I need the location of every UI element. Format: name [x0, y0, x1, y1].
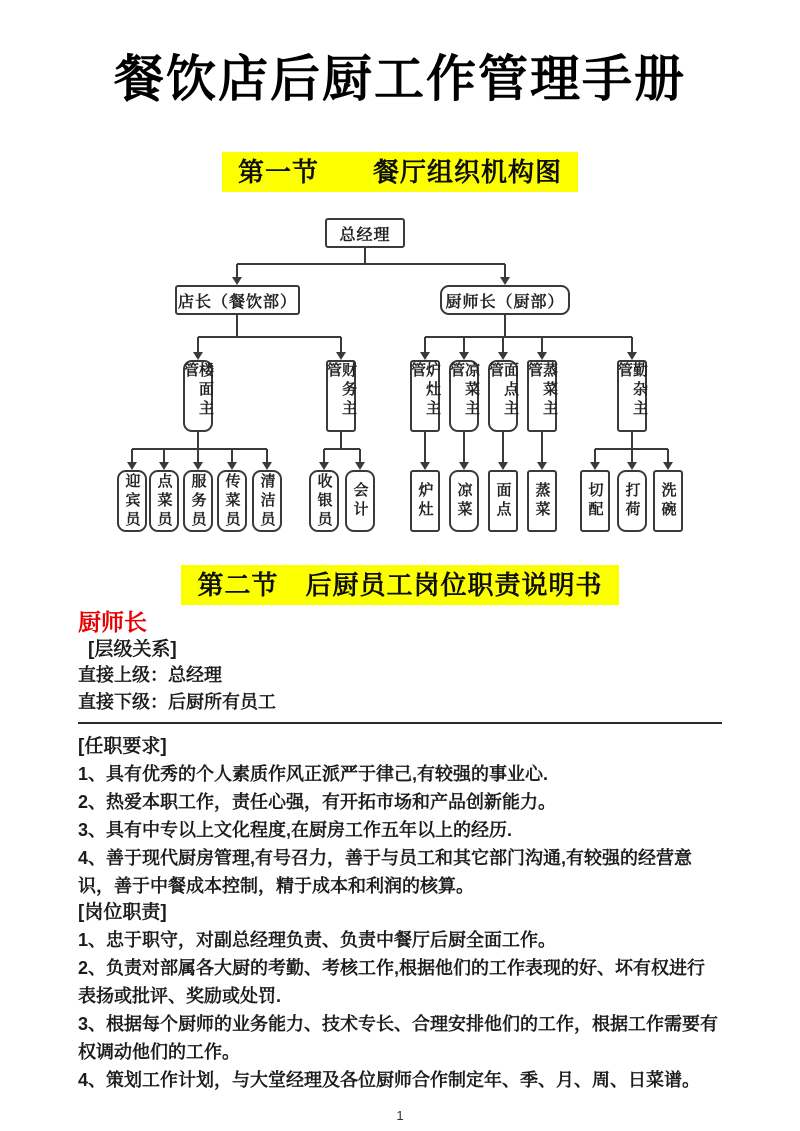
org-node-label: 服务员 [189, 472, 207, 530]
requirement-item: 1、具有优秀的个人素质作风正派严于律己,有较强的事业心. [78, 764, 549, 784]
duty-item: 1、忠于职守，对副总经理负责、负责中餐厅后厨全面工作。 [78, 930, 557, 950]
org-node-label: 财务主管 [325, 362, 357, 419]
subordinate-label: 直接下级： [78, 692, 168, 712]
section-2-header-row [0, 565, 800, 605]
org-node-dishwashing [653, 470, 683, 532]
org-node-floor-supervisor [183, 360, 213, 432]
org-node-greeter [117, 470, 147, 532]
requirement-item: 4、善于现代厨房管理,有号召力，善于与员工和其它部门沟通,有较强的经营意识，善于中餐成本控制，精于成本和利润的核算。 [78, 848, 693, 896]
org-node-cashier [309, 470, 339, 532]
subordinate-row [78, 689, 722, 716]
org-node-label: 楼面主管 [182, 362, 214, 419]
org-node-order-taker [149, 470, 179, 532]
org-node-food-runner [217, 470, 247, 532]
org-node-stove [410, 470, 440, 532]
role-title: 厨师长 [78, 609, 147, 635]
superior-label: 直接上级： [78, 665, 168, 685]
org-node-stove-supervisor [410, 360, 440, 432]
org-node-utility-supervisor [617, 360, 647, 432]
org-chart [0, 217, 800, 547]
org-node-head-chef [440, 285, 570, 315]
superior-row [78, 662, 722, 689]
duties-heading: [岗位职责] [78, 902, 167, 923]
org-node-label: 炉灶主管 [409, 362, 441, 419]
org-node-label: 点菜员 [155, 472, 173, 530]
org-node-label: 洗碗 [659, 482, 677, 520]
org-node-store-manager [175, 285, 300, 315]
subordinate-value: 后厨所有员工 [168, 692, 276, 712]
org-node-label: 面点 [494, 482, 512, 520]
org-node-cleaner [252, 470, 282, 532]
org-node-pastry [488, 470, 518, 532]
org-node-finance-supervisor [326, 360, 356, 432]
section-1-header-row [0, 152, 800, 192]
org-node-cold-dish-supervisor [449, 360, 479, 432]
org-node-waiter [183, 470, 213, 532]
duty-item: 2、负责对部属各大厨的考勤、考核工作,根据他们的工作表现的好、坏有权进行表扬或批评、奖励或处罚. [78, 958, 706, 1006]
org-node-label: 传菜员 [223, 472, 241, 530]
page-number: 1 [396, 1108, 404, 1123]
duty-item: 4、策划工作计划，与大堂经理及各位厨师合作制定年、季、月、周、日菜谱。 [78, 1070, 701, 1090]
duty-item: 3、根据每个厨师的业务能力、技术专长、合理安排他们的工作，根据工作需要有权调动他们的工作。 [78, 1014, 719, 1062]
org-node-label: 蒸菜 [533, 482, 551, 520]
document-title: 餐饮店后厨工作管理手册 [114, 51, 686, 107]
superior-value: 总经理 [168, 665, 222, 685]
requirements-heading: [任职要求] [78, 736, 167, 757]
requirement-item: 2、热爱本职工作，责任心强，有开拓市场和产品创新能力。 [78, 792, 557, 812]
divider [78, 722, 722, 724]
requirement-item: 3、具有中专以上文化程度,在厨房工作五年以上的经历. [78, 820, 513, 840]
org-node-label: 面点主管 [487, 362, 519, 419]
org-node-expediter [617, 470, 647, 532]
org-node-label: 会计 [351, 482, 369, 520]
section-1-heading: 第一节 餐厅组织机构图 [222, 152, 578, 192]
org-node-label: 迎宾员 [123, 472, 141, 530]
org-node-pastry-supervisor [488, 360, 518, 432]
org-node-accountant [345, 470, 375, 532]
org-node-label: 凉菜主管 [448, 362, 480, 419]
org-node-label: 总经理 [339, 226, 391, 244]
org-node-steamed-dish-supervisor [527, 360, 557, 432]
org-node-cold-dish [449, 470, 479, 532]
org-node-label: 打荷 [623, 482, 641, 520]
role-description-section [0, 609, 800, 1094]
org-node-label: 收银员 [315, 472, 333, 530]
section-2-heading: 第二节 后厨员工岗位职责说明书 [181, 565, 618, 605]
org-node-steamed-dish [527, 470, 557, 532]
org-node-label: 蒸菜主管 [526, 362, 558, 419]
org-node-label: 厨师长（厨部） [445, 293, 565, 311]
org-node-general-manager [325, 218, 405, 248]
org-node-label: 凉菜 [455, 482, 473, 520]
org-node-label: 清洁员 [258, 472, 276, 530]
org-node-chopping [580, 470, 610, 532]
org-node-label: 勤杂主管 [616, 362, 648, 419]
org-node-label: 切配 [586, 482, 604, 520]
hierarchy-heading: [层级关系] [88, 639, 177, 660]
org-node-label: 炉灶 [416, 482, 434, 520]
org-node-label: 店长（餐饮部） [177, 293, 297, 311]
